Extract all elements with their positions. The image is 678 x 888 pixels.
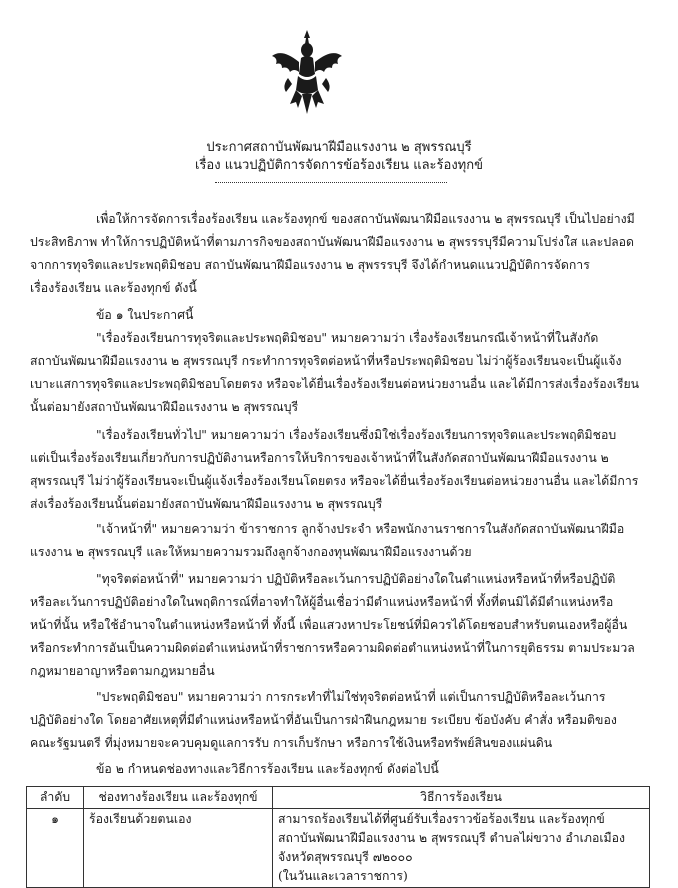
announcement-title: ประกาศสถาบันพัฒนาฝีมือแรงงาน ๒ สุพรรณบุรี <box>206 140 472 155</box>
paragraph-line: เพื่อให้การจัดการเรื่องร้องเรียน และร้องทุกข์ ของสถาบันพัฒนาฝีมือแรงงาน ๒ สุพรรณบุรี เป็นไปอย่างมี <box>96 212 635 226</box>
paragraph-line: สุพรรณบุรี ไม่ว่าผู้ร้องเรียนจะเป็นผู้แจ้งเรื่องร้องเรียนโดยตรง หรือจะได้ยื่นเรื่องร้องเรียนต่อหน่วยงานอื่น และได้มีการ <box>30 474 639 488</box>
garuda-emblem-icon <box>268 28 346 116</box>
column-header: ลำดับ <box>27 787 84 809</box>
announcement-subject: เรื่อง แนวปฏิบัติการจัดการข้อร้องเรียน และร้องทุกข์ <box>194 158 483 173</box>
paragraph-line: สถาบันพัฒนาฝีมือแรงงาน ๒ สุพรรณบุรี กระทำการทุจริตต่อหน้าที่หรือประพฤติมิชอบ ไม่ว่าผู้ร้องเรียนจะเป็นผู้แจ้ง <box>30 354 622 368</box>
row-method <box>273 809 650 888</box>
paragraph-line: คณะรัฐมนตรี ที่มุ่งหมายจะควบคุมดูแลการรับ การเก็บรักษา หรือการใช้เงินหรือทรัพย์สินของแผ่นดิน <box>30 736 553 750</box>
paragraph-line: ปฏิบัติอย่างใด โดยอาศัยเหตุที่มีตำแหน่งหรือหน้าที่อันเป็นการฝ่าฝืนกฎหมาย ระเบียบ ข้อบังคับ คำสั่ง หรือมติของ <box>30 713 617 727</box>
clause-heading: ข้อ ๒ กำหนดช่องทางและวิธีการร้องเรียน และร้องทุกข์ ดังต่อไปนี้ <box>96 762 439 776</box>
table-header-row <box>27 787 650 809</box>
paragraph-line: แรงงาน ๒ สุพรรณบุรี และให้หมายความรวมถึงลูกจ้างกองทุนพัฒนาฝีมือแรงงานด้วย <box>30 545 472 559</box>
method-line: (ในวันและเวลาราชการ) <box>278 869 408 883</box>
row-channel: ร้องเรียนด้วยตนเอง <box>84 809 273 888</box>
paragraph-line: นั้นต่อมายังสถาบันพัฒนาฝีมือแรงงาน ๒ สุพรรณบุรี <box>30 400 299 414</box>
method-line: สามารถร้องเรียนได้ที่ศูนย์รับเรื่องราวข้อร้องเรียน และร้องทุกข์ <box>278 812 605 826</box>
separator-dotted-line <box>215 178 447 183</box>
column-header: ช่องทางร้องเรียน และร้องทุกข์ <box>84 787 273 809</box>
paragraph-line: หรือละเว้นการปฏิบัติอย่างใดในพฤติการณ์ที่อาจทำให้ผู้อื่นเชื่อว่ามีตำแหน่งหรือหน้าที่ ทั้งที่ตนมิได้มีตำแหน่งหรือ <box>30 595 614 609</box>
clause-heading: ข้อ ๑ ในประกาศนี้ <box>96 308 194 322</box>
paragraph-line: กฎหมายอาญาหรือตามกฎหมายอื่น <box>30 664 215 678</box>
row-number: ๑ <box>27 809 84 888</box>
paragraph-line: แต่เป็นเรื่องร้องเรียนเกี่ยวกับการปฏิบัติงานหรือการให้บริการของเจ้าหน้าที่ในสังกัดสถาบันพัฒนาฝีมือแรงงาน ๒ <box>30 451 609 465</box>
paragraph-line: "ประพฤติมิชอบ" หมายความว่า การกระทำที่ไม่ใช่ทุจริตต่อหน้าที่ แต่เป็นการปฏิบัติหรือละเว้นการ <box>96 690 606 704</box>
paragraph-line: "ทุจริตต่อหน้าที่" หมายความว่า ปฏิบัติหรือละเว้นการปฏิบัติอย่างใดในตำแหน่งหรือหน้าที่หรือปฏิบัติ <box>96 572 616 586</box>
paragraph-line: เบาะแสการทุจริตและประพฤติมิชอบโดยตรง หรือจะได้ยื่นเรื่องร้องเรียนต่อหน่วยงานอื่น และได้มีการส่งเรื่องร้องเรียน <box>30 377 640 391</box>
paragraph-line: "เจ้าหน้าที่" หมายความว่า ข้าราชการ ลูกจ้างประจำ หรือพนักงานราชการในสังกัดสถาบันพัฒนาฝีมือ <box>96 522 625 536</box>
paragraph-line: จากการทุจริตและประพฤติมิชอบ สถาบันพัฒนาฝีมือแรงงาน ๒ สุพรรรบุรี จึงได้กำหนดแนวปฏิบัติการจัดการ <box>30 258 590 272</box>
paragraph-line: ประสิทธิภาพ ทำให้การปฏิบัติหน้าที่ตามภารกิจของสถาบันพัฒนาฝีมือแรงงาน ๒ สุพรรรบุรีมีความโปร่งใส และปลอด <box>30 235 635 249</box>
paragraph-line: หรือกระทำการอันเป็นความผิดต่อตำแหน่งหน้าที่ราชการหรือความผิดต่อตำแหน่งหน้าที่ในการยุติธรรม ตามประมวล <box>30 641 635 655</box>
method-line: สถาบันพัฒนาฝีมือแรงงาน ๒ สุพรรณบุรี ตำบลไผ่ขวาง อำเภอเมือง <box>278 831 626 845</box>
column-header: วิธีการร้องเรียน <box>273 787 650 809</box>
paragraph-line: ส่งเรื่องร้องเรียนนั้นต่อมายังสถาบันพัฒนาฝีมือแรงงาน ๒ สุพรรณบุรี <box>30 497 383 511</box>
paragraph-line: "เรื่องร้องเรียนการทุจริตและประพฤติมิชอบ" หมายความว่า เรื่องร้องเรียนกรณีเจ้าหน้าที่ในสังกัด <box>96 331 599 345</box>
method-line: จังหวัดสุพรรณบุรี ๗๒๐๐๐ <box>278 850 413 864</box>
paragraph-line: เรื่องร้องเรียน และร้องทุกข์ ดังนี้ <box>30 281 197 295</box>
paragraph-line: "เรื่องร้องเรียนทั่วไป" หมายความว่า เรื่องร้องเรียนซึ่งมิใช่เรื่องร้องเรียนการทุจริตและประพฤติมิชอบ <box>96 428 617 442</box>
table-row <box>27 809 650 888</box>
paragraph-line: หน้าที่นั้น หรือใช้อำนาจในตำแหน่งหรือหน้าที่ ทั้งนี้ เพื่อแสวงหาประโยชน์ที่มิควรได้โดยชอบสำหรับตนเองหรือผู้อื่น <box>30 618 628 632</box>
